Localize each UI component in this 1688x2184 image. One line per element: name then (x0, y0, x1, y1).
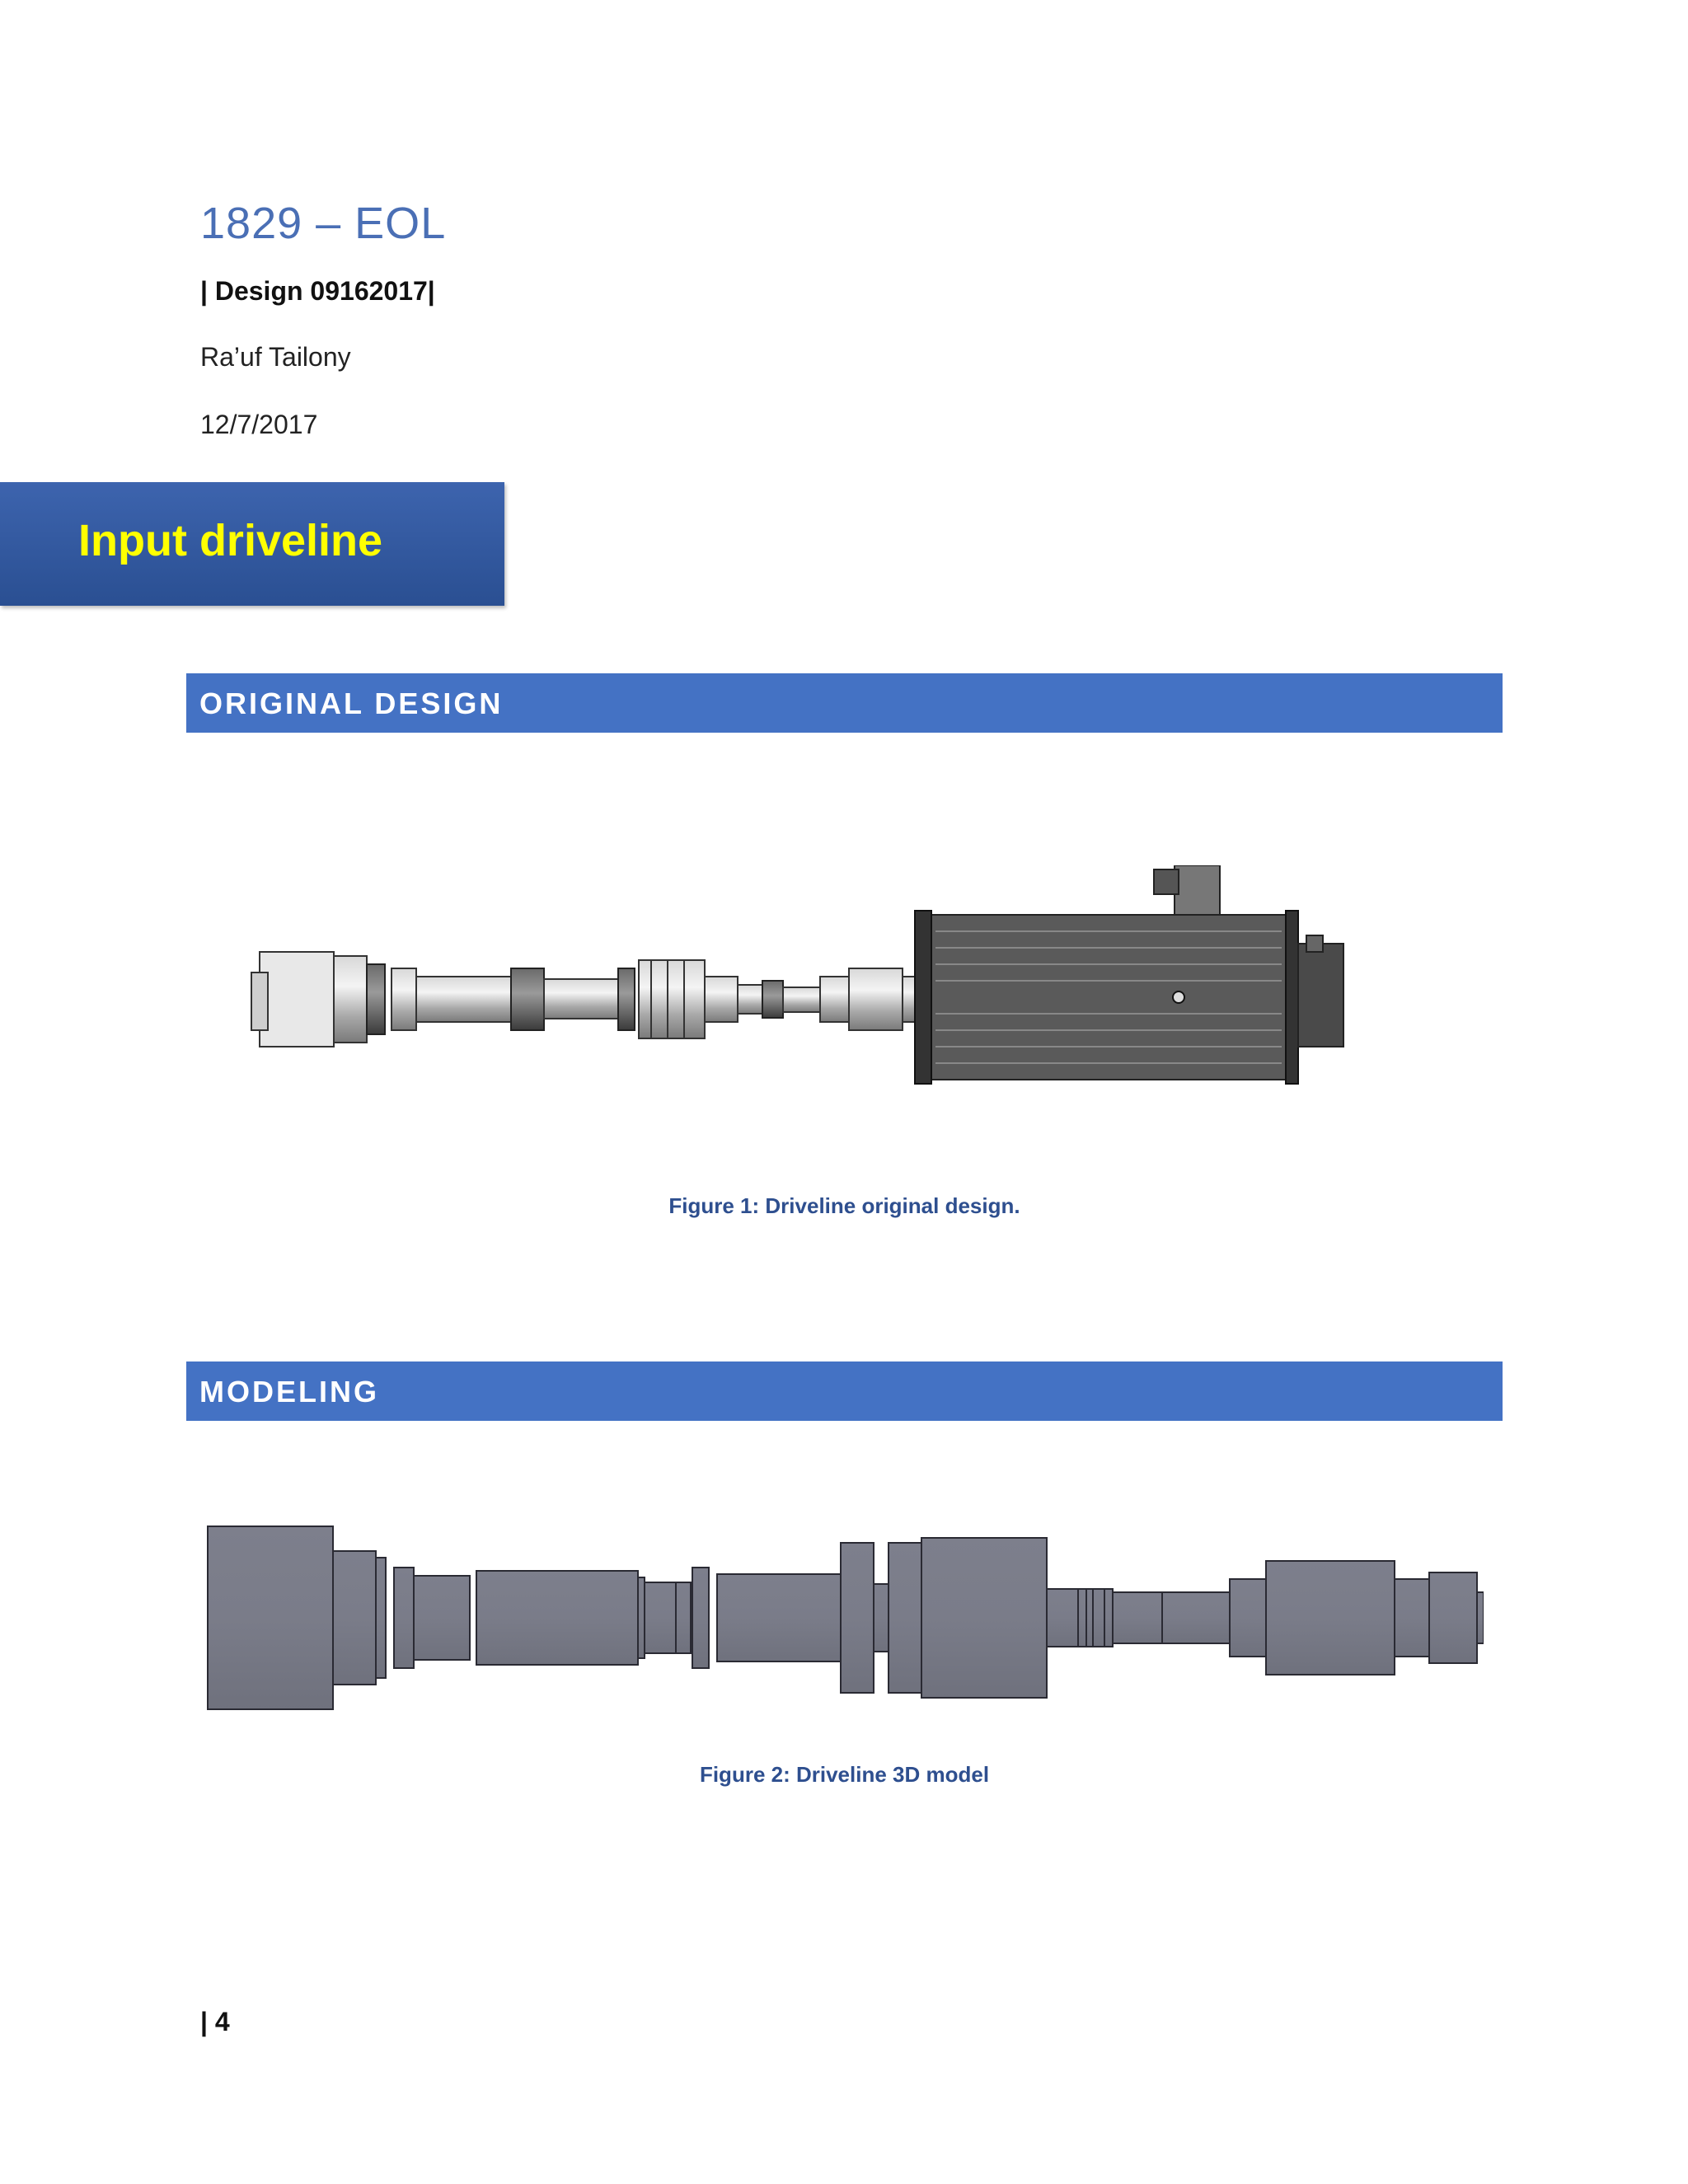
page-number: | 4 (200, 2007, 230, 2036)
section-heading-original-design (186, 673, 1503, 733)
document-date: 12/7/2017 (200, 410, 318, 439)
section-heading-modeling (186, 1361, 1503, 1421)
document-author: Ra’uf Tailony (200, 342, 351, 372)
figure-caption-2: Figure 2: Driveline 3D model (699, 1762, 990, 1787)
section-heading-label: MODELING (199, 1375, 379, 1408)
figure-caption-1: Figure 1: Driveline original design. (668, 1193, 1020, 1218)
driveline-3d-model-figure (198, 1516, 1484, 1722)
chapter-banner-label: Input driveline (78, 516, 383, 565)
document-title: 1829 – EOL (200, 199, 447, 248)
document-subtitle: | Design 09162017| (200, 276, 435, 306)
driveline-original-design-figure (247, 865, 1451, 1104)
section-heading-label: ORIGINAL DESIGN (199, 687, 504, 720)
chapter-banner (0, 482, 504, 606)
